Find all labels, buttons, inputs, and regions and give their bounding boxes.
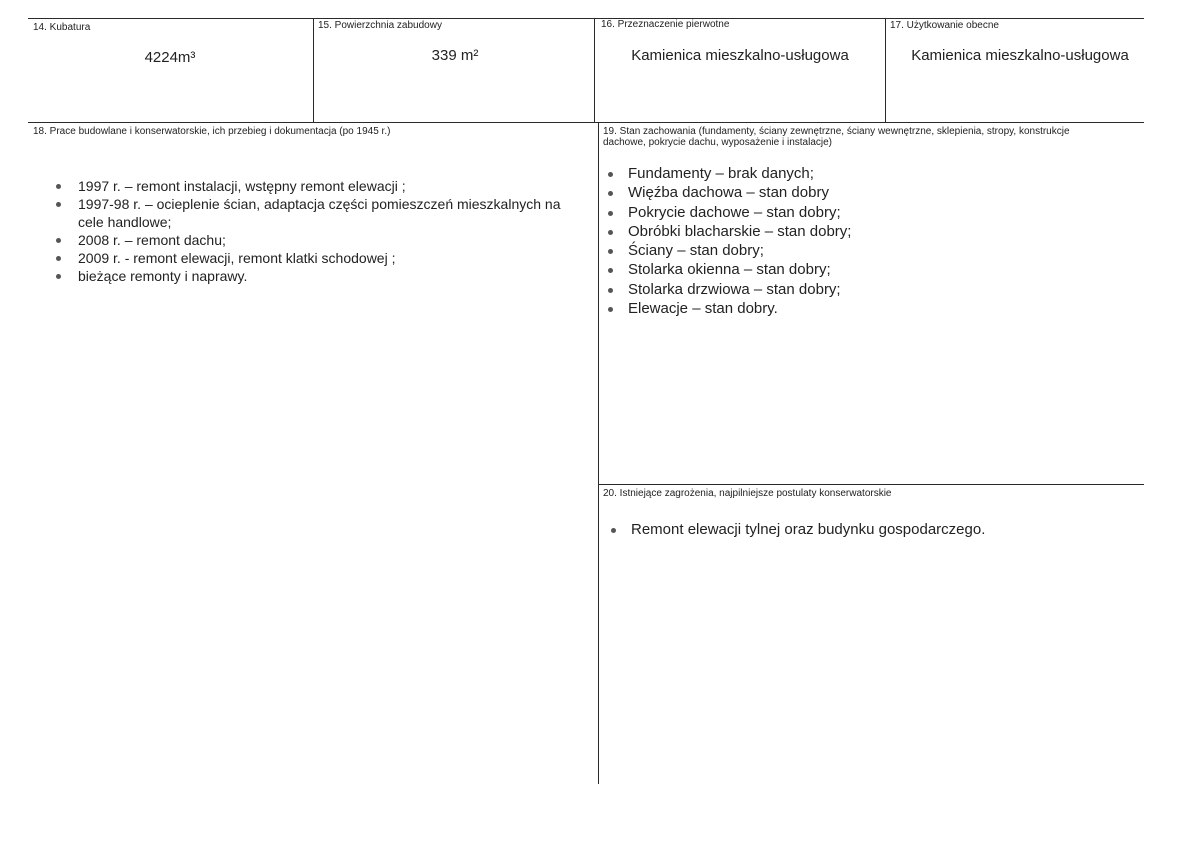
section-18-list [54, 177, 584, 285]
bullet-icon [56, 202, 61, 207]
bullet-icon [56, 274, 61, 279]
list-item: 1997-98 r. – ocieplenie ścian, adaptacja części pomieszczeń mieszkalnych na cele handlowe; [54, 195, 584, 231]
list-item: 2008 r. – remont dachu; [54, 231, 584, 249]
list-item: Pokrycie dachowe – stan dobry; [608, 203, 1128, 222]
divider-16-17 [885, 18, 886, 122]
divider-18-19 [598, 122, 599, 784]
przeznaczenie-pierwotne-value: Kamienica mieszkalno-usługowa [631, 47, 849, 64]
section-19-list [608, 164, 1128, 318]
bullet-icon [608, 268, 613, 273]
list-item: bieżące remonty i naprawy. [54, 267, 584, 285]
row-divider-line [28, 122, 1144, 123]
list-item: Fundamenty – brak danych; [608, 164, 1128, 183]
bullet-icon [608, 191, 613, 196]
powierzchnia-zabudowy-label: 15. Powierzchnia zabudowy [318, 20, 442, 31]
list-item: Stolarka drzwiowa – stan dobry; [608, 280, 1128, 299]
section-20-label: 20. Istniejące zagrożenia, najpilniejsze postulaty konserwatorskie [603, 488, 892, 499]
section-18-label: 18. Prace budowlane i konserwatorskie, ich przebieg i dokumentacja (po 1945 r.) [33, 126, 391, 137]
bullet-icon [608, 288, 613, 293]
kubatura-value: 4224m³ [144, 49, 196, 66]
section-20-top-line [598, 484, 1144, 485]
list-item: Obróbki blacharskie – stan dobry; [608, 222, 1128, 241]
top-border-line [28, 18, 1144, 19]
kubatura-label: 14. Kubatura [33, 22, 91, 33]
bullet-icon [608, 307, 613, 312]
section-19-label: 19. Stan zachowania (fundamenty, ściany zewnętrzne, ściany wewnętrzne, sklepienia, stropy, konstrukcje dachowe, pokrycie dachu, wyposażenie i instalacje) [603, 126, 1070, 148]
bullet-icon [608, 172, 613, 177]
list-item: 2009 r. - remont elewacji, remont klatki schodowej ; [54, 249, 584, 267]
list-item: Ściany – stan dobry; [608, 241, 1128, 260]
bullet-icon [56, 184, 61, 189]
list-item: Stolarka okienna – stan dobry; [608, 260, 1128, 279]
list-item: 1997 r. – remont instalacji, wstępny remont elewacji ; [54, 177, 584, 195]
list-item: Elewacje – stan dobry. [608, 299, 1128, 318]
list-item: Remont elewacji tylnej oraz budynku gospodarczego. [611, 520, 1131, 539]
uzytkowanie-obecne-value: Kamienica mieszkalno-usługowa [911, 47, 1129, 64]
divider-14-15 [313, 18, 314, 122]
bullet-icon [608, 249, 613, 254]
uzytkowanie-obecne-label: 17. Użytkowanie obecne [890, 20, 999, 31]
bullet-icon [56, 238, 61, 243]
przeznaczenie-pierwotne-label: 16. Przeznaczenie pierwotne [601, 19, 730, 30]
bullet-icon [611, 528, 616, 533]
divider-15-16 [594, 18, 595, 122]
list-item: Więźba dachowa – stan dobry [608, 183, 1128, 202]
bullet-icon [608, 230, 613, 235]
powierzchnia-zabudowy-value: 339 m² [431, 47, 479, 64]
bullet-icon [56, 256, 61, 261]
section-20-list [611, 520, 1131, 539]
bullet-icon [608, 211, 613, 216]
